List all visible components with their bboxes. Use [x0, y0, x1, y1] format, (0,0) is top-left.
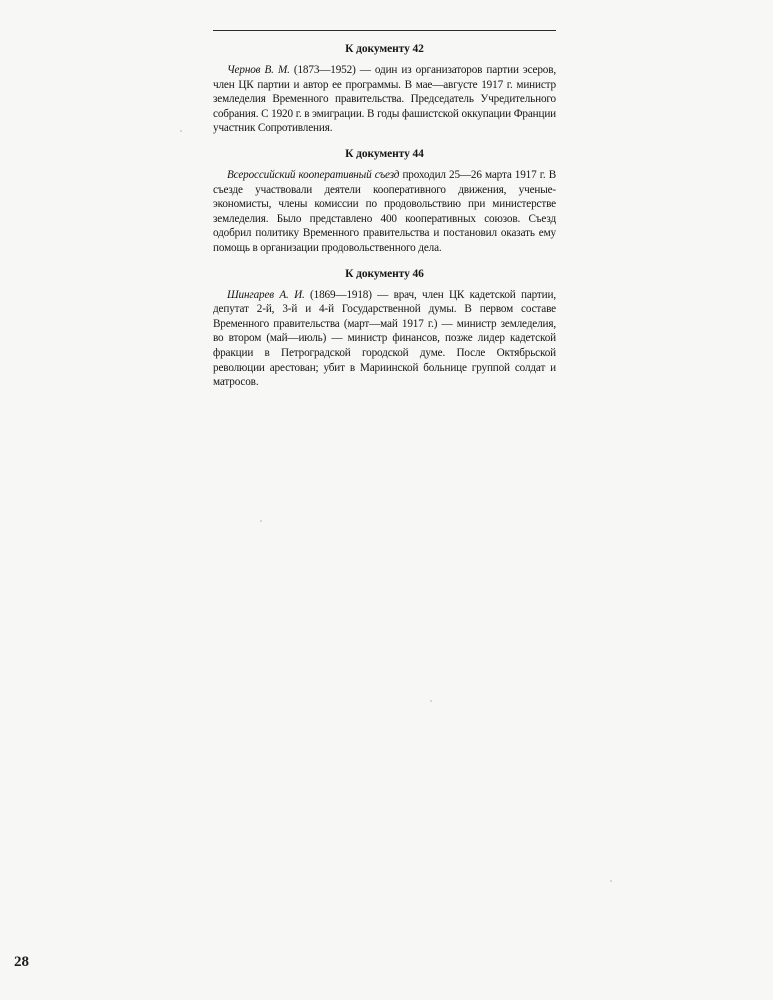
- note-heading: К документу 42: [345, 43, 424, 55]
- scan-speck: [260, 520, 262, 522]
- note-term: Всероссийский кооперативный съезд: [227, 168, 400, 181]
- note-text: (1873—1952) — один из организаторов партии эсеров, член ЦК партии и автор ее программы. В мае—августе 1917 г. министр земледелия Временного правительства. Председатель Учредительного собрания. С 1920 г. в эмиграции. В годы фашистской оккупации Франции участник Сопротивления.: [213, 64, 556, 135]
- note-body: [213, 63, 556, 136]
- page-number: 28: [14, 954, 29, 970]
- note-text: (1869—1918) — врач, член ЦК кадетской партии, депутат 2-й, 3-й и 4-й Государственной думы. В первом составе Временного правительства (март—май 1917 г.) — министр земледелия, во втором (май—июль) — министр финансов, позже лидер кадетской фракции в Петроградской городской думе. После Октябрьской революции арестован; убит в Мариинской больнице группой солдат и матросов.: [213, 288, 556, 389]
- note-heading: К документу 46: [345, 267, 424, 280]
- note-text: проходил 25—26 марта 1917 г. В съезде участвовали деятели кооперативного движения, ученые-экономисты, члены комиссии по продовольствию при министерстве земледелия. Было представлено 400 кооперативных союзов. Съезд одобрил политику Временного правительства и постановил оказать ему помощь в организации продовольственного дела.: [213, 168, 557, 254]
- note-document-42: [213, 42, 556, 136]
- top-rule: [213, 30, 556, 31]
- scan-speck: [610, 880, 612, 882]
- note-document-46: [213, 267, 556, 390]
- note-heading: К документу 44: [345, 147, 424, 160]
- note-term: Чернов В. М.: [227, 64, 290, 76]
- scan-speck: [430, 700, 432, 702]
- scan-speck: [540, 175, 542, 177]
- note-body: [213, 288, 556, 390]
- note-document-44: [213, 147, 556, 256]
- notes-column: [213, 42, 556, 401]
- note-term: Шингарев А. И.: [227, 288, 305, 301]
- note-body: [213, 168, 556, 256]
- scan-speck: [180, 130, 182, 132]
